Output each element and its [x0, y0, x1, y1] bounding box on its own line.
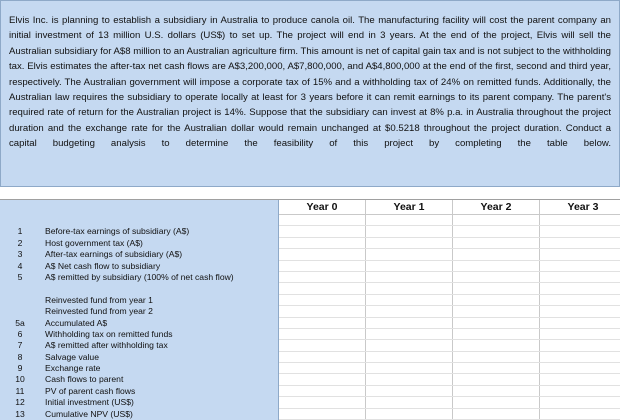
input-cell-year-1[interactable]: [366, 226, 453, 237]
input-cell-year-2[interactable]: [453, 317, 540, 328]
input-cell-year-2[interactable]: [453, 351, 540, 362]
input-cell-year-0[interactable]: [279, 408, 366, 419]
row-label: After-tax earnings of subsidiary (A$): [40, 249, 279, 260]
table-row: [0, 385, 620, 396]
row-label: Before-tax earnings of subsidiary (A$): [40, 226, 279, 237]
table-row: [0, 397, 620, 408]
table-row: [0, 317, 620, 328]
row-label: PV of parent cash flows: [40, 385, 279, 396]
row-label: Accumulated A$: [40, 317, 279, 328]
table-row: [0, 374, 620, 385]
input-cell-year-2[interactable]: [453, 374, 540, 385]
input-cell-year-1[interactable]: [366, 237, 453, 248]
row-label-header: [40, 200, 279, 215]
input-cell-year-3[interactable]: [540, 351, 620, 362]
row-label: Host government tax (A$): [40, 237, 279, 248]
input-cell-year-3[interactable]: [540, 385, 620, 396]
row-number: 13: [0, 408, 40, 419]
input-cell-year-1[interactable]: [366, 215, 453, 226]
input-cell-year-2[interactable]: [453, 237, 540, 248]
row-number: 4: [0, 260, 40, 271]
input-cell-year-1[interactable]: [366, 306, 453, 317]
table-row: [0, 260, 620, 271]
input-cell-year-0[interactable]: [279, 306, 366, 317]
row-number-header: [0, 200, 40, 215]
input-cell-year-1[interactable]: [366, 385, 453, 396]
year-3-header: Year 3: [540, 200, 620, 215]
input-cell-year-1[interactable]: [366, 317, 453, 328]
input-cell-year-0[interactable]: [279, 385, 366, 396]
input-cell-year-1[interactable]: [366, 351, 453, 362]
row-number: 6: [0, 328, 40, 339]
input-cell-year-2[interactable]: [453, 397, 540, 408]
row-label: Reinvested fund from year 2: [40, 306, 279, 317]
row-number: 12: [0, 397, 40, 408]
input-cell-year-3[interactable]: [540, 237, 620, 248]
row-number: 10: [0, 374, 40, 385]
row-number: 1: [0, 226, 40, 237]
row-label: Initial investment (US$): [40, 397, 279, 408]
row-label: A$ remitted after withholding tax: [40, 340, 279, 351]
spreadsheet-gap-row: [0, 187, 620, 200]
table-row: [0, 351, 620, 362]
input-cell-year-0[interactable]: [279, 283, 366, 294]
input-cell-year-2[interactable]: [453, 283, 540, 294]
input-cell-year-2[interactable]: [453, 363, 540, 374]
row-number: 3: [0, 249, 40, 260]
input-cell-year-3[interactable]: [540, 226, 620, 237]
year-0-header: Year 0: [279, 200, 366, 215]
input-cell-year-1[interactable]: [366, 340, 453, 351]
row-label: Withholding tax on remitted funds: [40, 328, 279, 339]
input-cell-year-0[interactable]: [279, 374, 366, 385]
input-cell-year-0[interactable]: [279, 363, 366, 374]
input-cell-year-1[interactable]: [366, 283, 453, 294]
row-label: A$ remitted by subsidiary (100% of net cash flow): [40, 271, 279, 282]
capital-budgeting-table: [0, 200, 620, 420]
row-label: [40, 215, 279, 226]
input-cell-year-0[interactable]: [279, 328, 366, 339]
problem-text: Elvis Inc. is planning to establish a subsidiary in Australia to produce canola oil. The manufacturing facility will cost the parent company an initial investment of 13 million U.S. dollars (US$) to set up. The project will end in 3 years. At the end of the project, Elvis will sell the Australian subsidiary for A$8 million to an Australian agriculture firm. This amount is net of capital gain tax and is not subject to the withholding tax. Elvis estimates the after-tax net cash flows are A$3,200,000, A$7,800,000, and A$4,800,000 at the end of the first, second and third year, respectively. The Australian government will impose a corporate tax of 15% and a withholding tax of 24% on remitted funds. Additionally, the Australian law requires the subsidiary to operate locally at least for 3 years before it can remit earnings to its parent company. The parent's required rate of return for the Australian project is 14%. Suppose that the subsidiary can invest at 8% p.a. in Australia throughout the project duration and the exchange rate for the Australian dollar would remain unchanged at $0.5218 throughout the project duration. Conduct a capital budgeting analysis to determine the feasibility of this project by completing the table below.: [9, 13, 611, 152]
input-cell-year-2[interactable]: [453, 271, 540, 282]
input-cell-year-0[interactable]: [279, 215, 366, 226]
input-cell-year-3[interactable]: [540, 260, 620, 271]
input-cell-year-3[interactable]: [540, 397, 620, 408]
input-cell-year-2[interactable]: [453, 249, 540, 260]
input-cell-year-3[interactable]: [540, 340, 620, 351]
input-cell-year-0[interactable]: [279, 249, 366, 260]
table-row: [0, 363, 620, 374]
table-row: [0, 237, 620, 248]
input-cell-year-2[interactable]: [453, 226, 540, 237]
row-label: A$ Net cash flow to subsidiary: [40, 260, 279, 271]
input-cell-year-0[interactable]: [279, 260, 366, 271]
table-row: [0, 249, 620, 260]
input-cell-year-0[interactable]: [279, 351, 366, 362]
row-number: [0, 283, 40, 294]
table-row: [0, 328, 620, 339]
row-number: [0, 215, 40, 226]
input-cell-year-3[interactable]: [540, 215, 620, 226]
input-cell-year-3[interactable]: [540, 328, 620, 339]
row-label: Reinvested fund from year 1: [40, 294, 279, 305]
input-cell-year-3[interactable]: [540, 374, 620, 385]
row-number: 11: [0, 385, 40, 396]
input-cell-year-0[interactable]: [279, 340, 366, 351]
year-header-row: [0, 200, 620, 215]
input-cell-year-0[interactable]: [279, 226, 366, 237]
row-number: 9: [0, 363, 40, 374]
input-cell-year-1[interactable]: [366, 294, 453, 305]
input-cell-year-2[interactable]: [453, 408, 540, 419]
row-number: 5: [0, 271, 40, 282]
table-row: [0, 408, 620, 419]
row-number: 7: [0, 340, 40, 351]
table-row: [0, 215, 620, 226]
input-cell-year-3[interactable]: [540, 294, 620, 305]
table-row: [0, 226, 620, 237]
row-label: Exchange rate: [40, 363, 279, 374]
input-cell-year-1[interactable]: [366, 271, 453, 282]
input-cell-year-1[interactable]: [366, 397, 453, 408]
input-cell-year-0[interactable]: [279, 237, 366, 248]
table-row: [0, 283, 620, 294]
row-label: Cumulative NPV (US$): [40, 408, 279, 419]
input-cell-year-1[interactable]: [366, 363, 453, 374]
input-cell-year-2[interactable]: [453, 385, 540, 396]
year-2-header: Year 2: [453, 200, 540, 215]
input-cell-year-3[interactable]: [540, 249, 620, 260]
input-cell-year-1[interactable]: [366, 249, 453, 260]
row-label: Cash flows to parent: [40, 374, 279, 385]
input-cell-year-2[interactable]: [453, 294, 540, 305]
table-row: [0, 306, 620, 317]
row-label: Salvage value: [40, 351, 279, 362]
input-cell-year-3[interactable]: [540, 408, 620, 419]
input-cell-year-1[interactable]: [366, 328, 453, 339]
input-cell-year-3[interactable]: [540, 306, 620, 317]
input-cell-year-3[interactable]: [540, 363, 620, 374]
input-cell-year-2[interactable]: [453, 328, 540, 339]
row-label: [40, 283, 279, 294]
input-cell-year-2[interactable]: [453, 340, 540, 351]
row-number: [0, 306, 40, 317]
table-row: [0, 294, 620, 305]
input-cell-year-1[interactable]: [366, 374, 453, 385]
input-cell-year-0[interactable]: [279, 294, 366, 305]
table-row: [0, 340, 620, 351]
input-cell-year-1[interactable]: [366, 260, 453, 271]
row-number: 8: [0, 351, 40, 362]
row-number: 5a: [0, 317, 40, 328]
input-cell-year-3[interactable]: [540, 271, 620, 282]
row-number: 2: [0, 237, 40, 248]
input-cell-year-0[interactable]: [279, 317, 366, 328]
input-cell-year-0[interactable]: [279, 271, 366, 282]
input-cell-year-3[interactable]: [540, 283, 620, 294]
input-cell-year-3[interactable]: [540, 317, 620, 328]
input-cell-year-2[interactable]: [453, 306, 540, 317]
input-cell-year-0[interactable]: [279, 397, 366, 408]
problem-statement: [0, 0, 620, 187]
row-number: [0, 294, 40, 305]
table-row: [0, 271, 620, 282]
year-1-header: Year 1: [366, 200, 453, 215]
input-cell-year-2[interactable]: [453, 260, 540, 271]
input-cell-year-1[interactable]: [366, 408, 453, 419]
input-cell-year-2[interactable]: [453, 215, 540, 226]
